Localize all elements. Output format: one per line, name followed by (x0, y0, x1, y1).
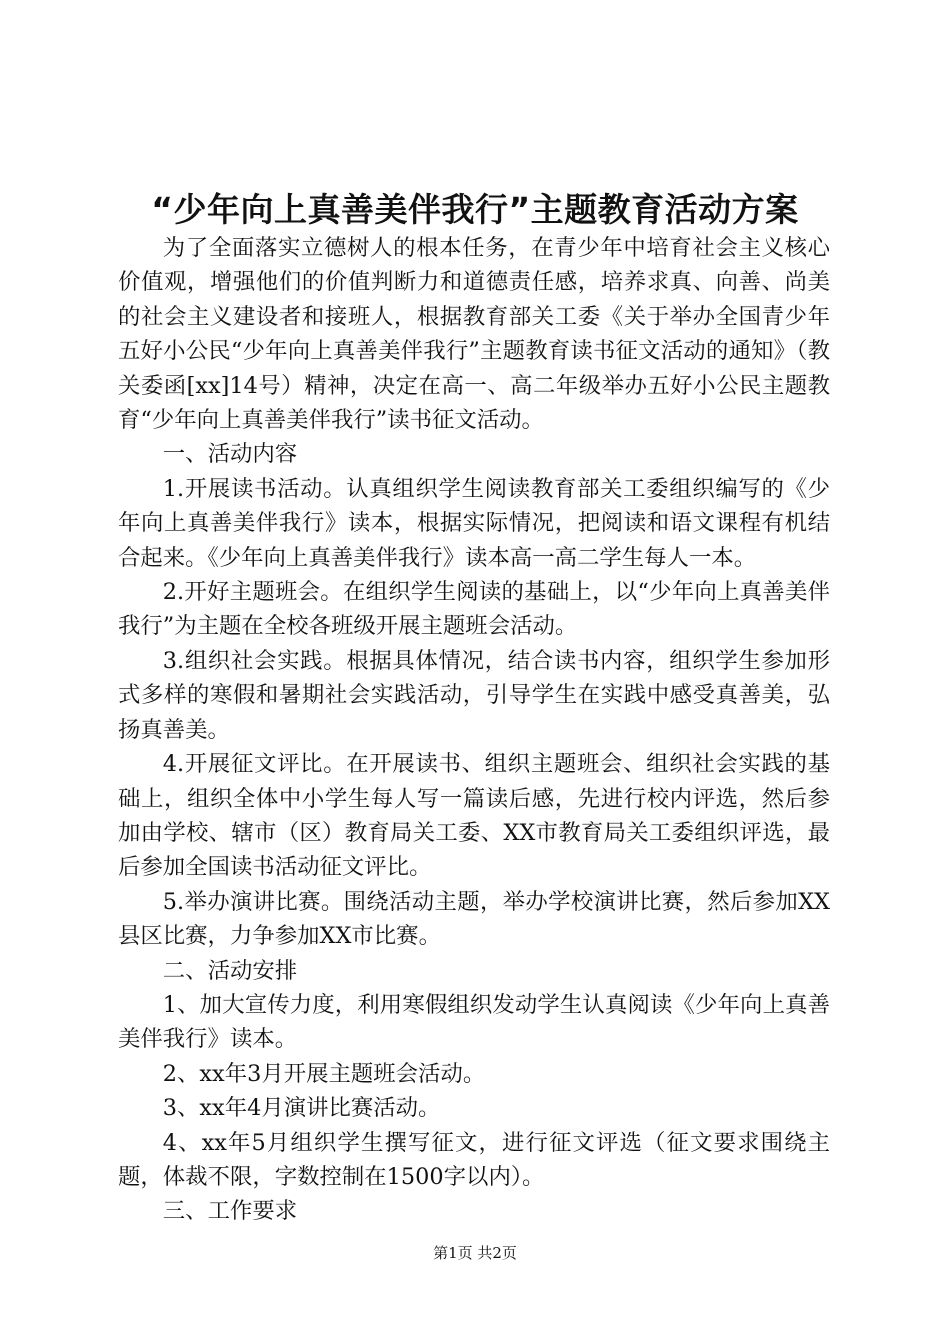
document-title: “少年向上真善美伴我行”主题教育活动方案 (151, 190, 799, 229)
paragraph-schedule-2: 2、xx年3月开展主题班会活动。 (162, 1060, 486, 1087)
paragraph-schedule-3: 3、xx年4月演讲比赛活动。 (162, 1095, 441, 1122)
paragraph-schedule-1: 1、加大宣传力度，利用寒假组织发动学生认真阅读《少年向上真善美伴我行》读本。 (118, 991, 830, 1053)
section-heading-work-requirements: 三、工作要求 (162, 1198, 298, 1225)
paragraph-schedule-4: 4、xx年5月组织学生撰写征文，进行征文评选（征文要求围绕主题，体裁不限，字数控制在1500字以内）。 (118, 1129, 830, 1190)
paragraph-item-essay-contest: 4.开展征文评比。在开展读书、组织主题班会、组织社会实践的基础上，组织全体中小学生每人写一篇读后感，先进行校内评选，然后参加由学校、辖市（区）教育局关工委、XX市教育局关工委组织评选，最后参加全国读书活动征文评比。 (118, 751, 830, 881)
paragraph-item-class-meeting: 2.开好主题班会。在组织学生阅读的基础上，以“少年向上真善美伴我行”为主题在全校各班级开展主题班会活动。 (118, 579, 830, 640)
section-heading-activity-content: 一、活动内容 (162, 441, 298, 468)
document-body (118, 231, 830, 1229)
section-heading-schedule: 二、活动安排 (162, 957, 298, 984)
page-footer: 第1页 共2页 (433, 1244, 517, 1262)
paragraph-intro: 为了全面落实立德树人的根本任务，在青少年中培育社会主义核心价值观，增强他们的价值判断力和道德责任感，培养求真、向善、尚美的社会主义建设者和接班人，根据教育部关工委《关于举办全国青少年五好小公民“少年向上真善美伴我行”主题教育读书征文活动的通知》（教关委函[xx]14号）精神，决定在高一、高二年级举办五好小公民主题教育“少年向上真善美伴我行”读书征文活动。 (118, 235, 830, 434)
paragraph-item-social-practice: 3.组织社会实践。根据具体情况，结合读书内容，组织学生参加形式多样的寒假和暑期社会实践活动，引导学生在实践中感受真善美，弘扬真善美。 (118, 647, 830, 743)
paragraph-item-speech-contest: 5.举办演讲比赛。围绕活动主题，举办学校演讲比赛，然后参加XX县区比赛，力争参加XX市比赛。 (118, 888, 830, 950)
paragraph-item-reading: 1.开展读书活动。认真组织学生阅读教育部关工委组织编写的《少年向上真善美伴我行》读本，根据实际情况，把阅读和语文课程有机结合起来。《少年向上真善美伴我行》读本高一高二学生每人一本。 (118, 475, 830, 571)
